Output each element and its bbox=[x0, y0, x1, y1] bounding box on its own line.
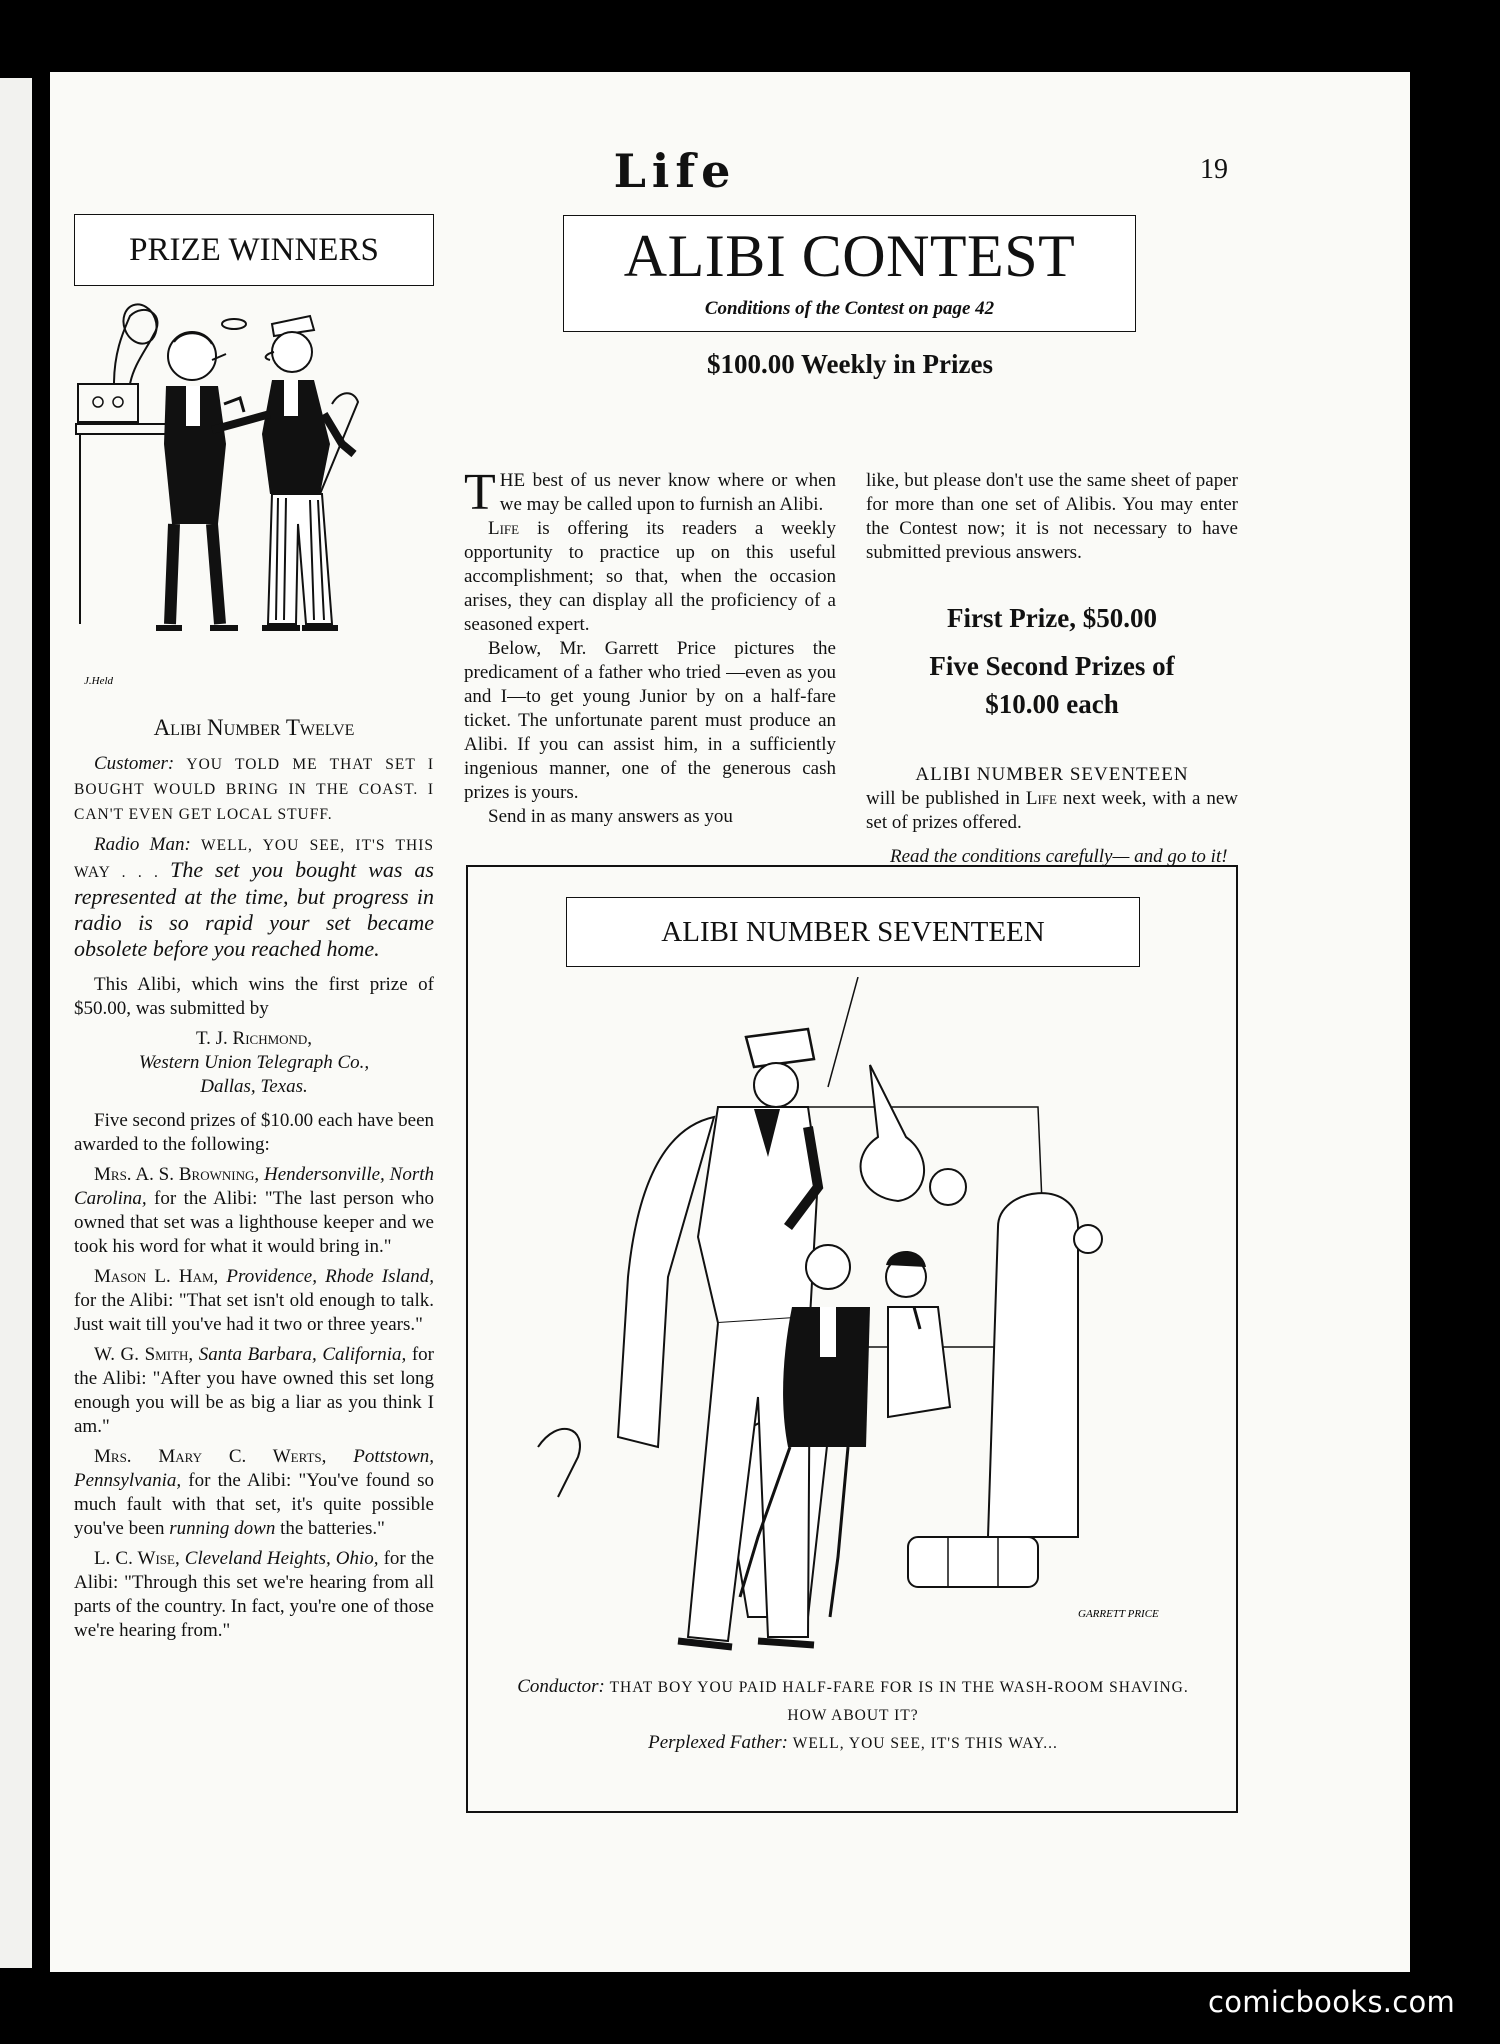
customer-label: Customer: bbox=[94, 753, 175, 774]
contest-paragraph: HE best of us never know where or when we may be called upon to furnish an Alibi. bbox=[499, 470, 836, 515]
winner-company: Western Union Telegraph Co., bbox=[138, 1052, 370, 1073]
contest-subtitle: Conditions of the Contest on page 42 bbox=[704, 298, 995, 319]
magazine-page bbox=[50, 72, 1410, 1972]
weekly-prizes: $100.00 Weekly in Prizes bbox=[707, 349, 993, 379]
panel-title: ALIBI NUMBER SEVENTEEN bbox=[566, 897, 1140, 967]
contest-column-right: like, but please don't use the same sheet of paper for more than one set of Alibis. You may enter the Contest now; it is not necessary to have submitted previous answers. First Prize, $50.00 Five Second Prizes of $10.00 each ALIBI NUMBER SEVENTEEN will be published in Life next week, with a new set of prizes offered. Read the conditions carefully— and go to it! bbox=[866, 470, 1239, 867]
masthead: Life bbox=[613, 144, 737, 198]
father-line: WELL, YOU SEE, IT'S THIS WAY... bbox=[792, 1735, 1058, 1752]
entry: Mrs. Mary C. Werts, Pottstown, Pennsylvania, for the Alibi: "You've found so much fault with that set, it's quite possible you've been running down the batteries." bbox=[74, 1446, 435, 1539]
radio-man-line: WELL, YOU SEE, IT'S THIS WAY . . . bbox=[74, 837, 434, 881]
conductor-label: Conductor: bbox=[517, 1676, 605, 1697]
panel-caption bbox=[498, 1673, 1208, 1757]
train-cartoon bbox=[518, 977, 1190, 1667]
alibi-twelve-heading: Alibi Number Twelve bbox=[153, 715, 355, 740]
entry: L. C. Wise, Cleveland Heights, Ohio, for the Alibi: "Through this set we're hearing from all parts of the country. In fact, you're one of those we're hearing from." bbox=[74, 1548, 435, 1641]
drop-cap: T bbox=[464, 464, 496, 521]
prize-winners-title: PRIZE WINNERS bbox=[129, 232, 379, 268]
previous-page-edge bbox=[0, 78, 32, 1968]
first-prize: First Prize, $50.00 bbox=[947, 603, 1157, 633]
contest-column-left: THE best of us never know where or when we may be called upon to furnish an Alibi. Life is offering its readers a weekly opportunity to practice up on this useful accomplishment; so that, when the occasion arises, they can display all the proficiency of a seasoned expert. Below, Mr. Garrett Price pictures the predicament of a father who tried —even as you and I—to get young Junior by on a half-fare ticket. The unfortunate parent must produce an Alibi. If you can assist him, in a sufficiently ingenious manner, one of the generous cash prizes is yours. Send in as many answers as you bbox=[464, 464, 837, 827]
entry: Mason L. Ham, Providence, Rhode Island, for the Alibi: "That set isn't old enough to talk. Just wait till you've had it two or three years." bbox=[74, 1266, 434, 1335]
winner-city: Dallas, Texas. bbox=[200, 1076, 308, 1097]
closing-line: Read the conditions carefully— and go to it! bbox=[890, 846, 1228, 867]
panel-signature: GARRETT PRICE bbox=[1078, 1608, 1159, 1620]
conductor-line: THAT BOY YOU PAID HALF-FARE FOR IS IN THE WASH-ROOM SHAVING. HOW ABOUT IT? bbox=[609, 1679, 1189, 1724]
winner-intro: This Alibi, which wins the first prize of $50.00, was submitted by bbox=[74, 974, 434, 1019]
second-prizes-intro: Five second prizes of $10.00 each have been awarded to the following: bbox=[74, 1110, 434, 1155]
alibi-seventeen-panel bbox=[466, 865, 1238, 1813]
father-label: Perplexed Father: bbox=[648, 1732, 788, 1753]
customer-line: YOU TOLD ME THAT SET I BOUGHT WOULD BRING IN THE COAST. I CAN'T EVEN GET LOCAL STUFF. bbox=[74, 756, 435, 823]
prize-winners-text bbox=[74, 712, 434, 1649]
watermark: comicbooks.com bbox=[1208, 1985, 1456, 2019]
second-prizes-line: Five Second Prizes of bbox=[929, 651, 1175, 681]
contest-title: ALIBI CONTEST bbox=[623, 223, 1076, 289]
radio-cartoon bbox=[74, 294, 434, 704]
winner-name: T. J. Richmond, bbox=[195, 1028, 313, 1049]
prize-winners-box bbox=[74, 214, 434, 286]
contest-paragraph: is offering its readers a weekly opportunity to practice up on this useful accomplishment; so that, when the occasion arises, they can display all the proficiency of a seasoned expert. bbox=[464, 518, 837, 635]
contest-paragraph: like, but please don't use the same sheet of paper for more than one set of Alibis. You may enter the Contest now; it is not necessary to have submitted previous answers. bbox=[866, 470, 1238, 563]
radio-man-label: Radio Man: bbox=[94, 834, 191, 855]
winning-answer: The set you bought was as represented at the time, but progress in radio is so rapid your set became obsolete before you reached home. bbox=[74, 857, 434, 961]
next-alibi-heading: ALIBI NUMBER SEVENTEEN bbox=[915, 764, 1189, 785]
entry: Mrs. A. S. Browning, Hendersonville, North Carolina, for the Alibi: "The last person who owned that set was a lighthouse keeper and we took his word for what it would bring in." bbox=[74, 1164, 434, 1257]
second-prizes-amount: $10.00 each bbox=[985, 689, 1119, 719]
alibi-contest-box bbox=[563, 215, 1136, 332]
entry: W. G. Smith, Santa Barbara, California, for the Alibi: "After you have owned this set long enough you will be as big a liar as you think I am." bbox=[74, 1344, 435, 1437]
contest-paragraph: Send in as many answers as you bbox=[488, 806, 733, 827]
page-number: 19 bbox=[1200, 154, 1228, 185]
contest-paragraph: Below, Mr. Garrett Price pictures the predicament of a father who tried —even as you and I—to get young Junior by on a half-fare ticket. The unfortunate parent must produce an Alibi. If you can assist him, in a sufficiently ingenious manner, one of the generous cash prizes is yours. bbox=[464, 638, 836, 803]
cartoon-signature: J.Held bbox=[84, 675, 114, 687]
